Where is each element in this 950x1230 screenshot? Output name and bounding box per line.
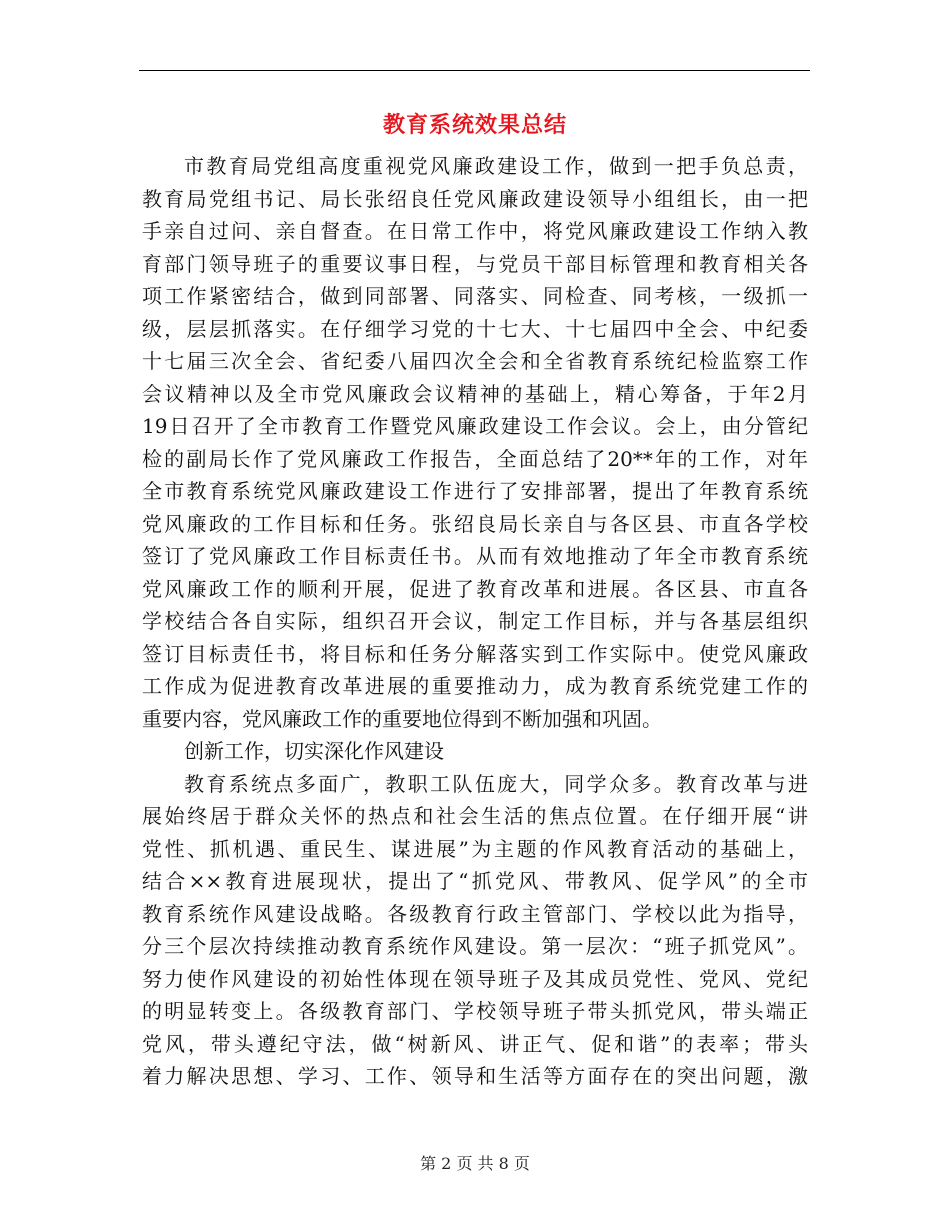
text-line: 项工作紧密结合，做到同部署、同落实、同检查、同考核，一级抓一 <box>142 284 808 308</box>
text-line: 19日召开了全市教育工作暨党风廉政建设工作会议。会上，由分管纪 <box>142 414 808 438</box>
text-line: 重要内容，党风廉政工作的重要地位得到不断加强和巩固。 <box>142 706 662 731</box>
text-line: 分三个层次持续推动教育系统作风建设。第一层次：“班子抓党风”。 <box>142 934 808 958</box>
text-line: 党风廉政的工作目标和任务。张绍良局长亲自与各区县、市直各学校 <box>142 511 808 536</box>
header-rule <box>139 70 810 71</box>
text-line: 教育局党组书记、局长张绍良任党风廉政建设领导小组组长，由一把 <box>142 186 808 211</box>
text-line: 育部门领导班子的重要议事日程，与党员干部目标管理和教育相关各 <box>142 251 808 276</box>
page-footer: 第 2 页 共 8 页 <box>420 1154 530 1173</box>
text-line: 检的副局长作了党风廉政工作报告，全面总结了20**年的工作，对年 <box>142 446 808 471</box>
text-line: 党性、抓机遇、重民生、谋进展”为主题的作风教育活动的基础上， <box>142 836 808 861</box>
text-line: 手亲自过问、亲自督查。在日常工作中，将党风廉政建设工作纳入教 <box>142 219 808 243</box>
text-line: 教育系统作风建设战略。各级教育行政主管部门、学校以此为指导， <box>142 901 808 926</box>
text-line: 创新工作，切实深化作风建设 <box>184 739 444 763</box>
text-line: 全市教育系统党风廉政建设工作进行了安排部署，提出了年教育系统 <box>142 479 808 503</box>
text-line: 党风，带头遵纪守法，做“树新风、讲正气、促和谐”的表率；带头 <box>142 1031 808 1056</box>
text-line: 努力使作风建设的初始性体现在领导班子及其成员党性、党风、党纪 <box>142 966 808 991</box>
text-line: 十七届三次全会、省纪委八届四次全会和全省教育系统纪检监察工作 <box>142 349 808 373</box>
text-line: 展始终居于群众关怀的热点和社会生活的焦点位置。在仔细开展“讲 <box>142 804 808 828</box>
text-line: 级，层层抓落实。在仔细学习党的十七大、十七届四中全会、中纪委 <box>142 316 808 341</box>
text-line: 教育系统点多面广，教职工队伍庞大，同学众多。教育改革与进 <box>184 771 808 796</box>
text-line: 会议精神以及全市党风廉政会议精神的基础上，精心筹备，于年2月 <box>142 381 808 406</box>
text-line: 签订目标责任书，将目标和任务分解落实到工作实际中。使党风廉政 <box>142 641 808 666</box>
document-body <box>142 150 808 1093</box>
text-line: 着力解决思想、学习、工作、领导和生活等方面存在的突出问题，激 <box>142 1064 808 1088</box>
text-line: 党风廉政工作的顺利开展，促进了教育改革和进展。各区县、市直各 <box>142 576 808 601</box>
text-line: 学校结合各自实际，组织召开会议，制定工作目标，并与各基层组织 <box>142 609 808 633</box>
text-line: 工作成为促进教育改革进展的重要推动力，成为教育系统党建工作的 <box>142 674 808 698</box>
text-line: 市教育局党组高度重视党风廉政建设工作，做到一把手负总责， <box>184 154 808 178</box>
text-line: 结合××教育进展现状，提出了“抓党风、带教风、促学风”的全市 <box>142 869 808 893</box>
document-title: 教育系统效果总结 <box>382 113 567 138</box>
text-line: 签订了党风廉政工作目标责任书。从而有效地推动了年全市教育系统 <box>142 544 808 568</box>
text-line: 的明显转变上。各级教育部门、学校领导班子带头抓党风，带头端正 <box>142 999 808 1023</box>
